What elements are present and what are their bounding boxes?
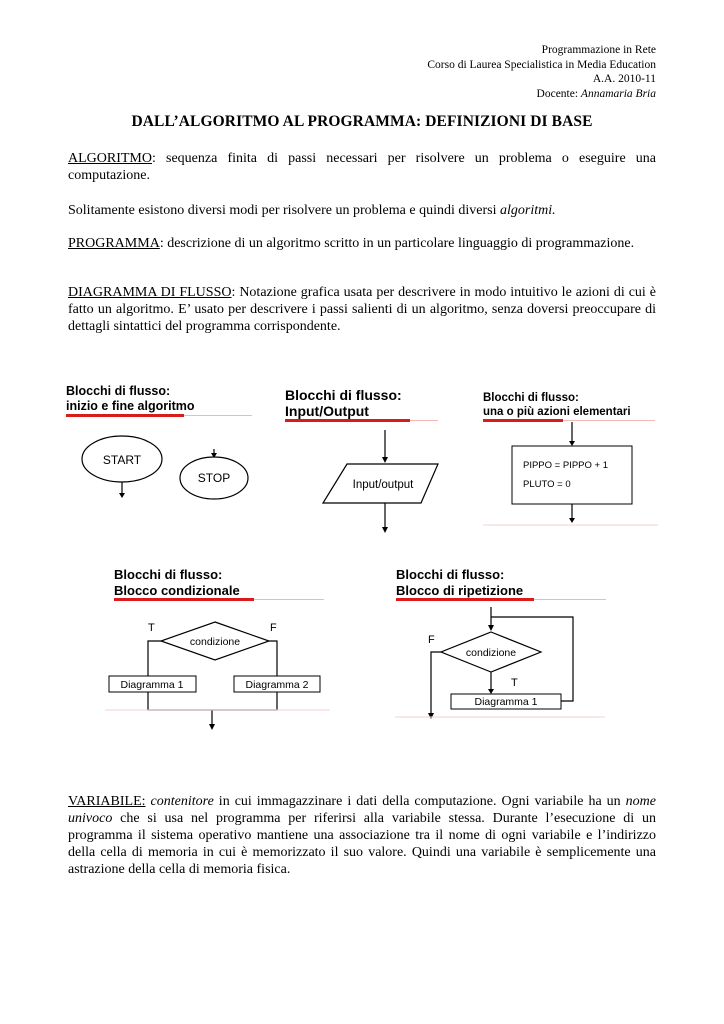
loop-false-label: F: [428, 634, 435, 646]
action-line-2: PLUTO = 0: [523, 479, 571, 490]
course-name: Programmazione in Rete: [541, 44, 656, 56]
block4-rule: [254, 599, 324, 600]
block4-title: Blocchi di flusso: Blocco condizionale: [114, 567, 240, 598]
block5-diagram: [395, 605, 605, 720]
block5-rule: [534, 599, 606, 600]
loop-exit-arrow-head: [428, 713, 434, 719]
io-arrow-in-head: [382, 457, 388, 463]
diagram2-label: Diagramma 2: [245, 679, 309, 691]
loop-diagram1-label: Diagramma 1: [474, 696, 538, 708]
diagram1-label: Diagramma 1: [120, 679, 184, 691]
block2-rule: [410, 420, 438, 421]
cond-false-label: F: [270, 622, 277, 634]
io-arrow-out-head: [382, 527, 388, 533]
action-box: [512, 446, 632, 504]
loop-cond-label: condizione: [465, 647, 517, 659]
loop-entry-arrow-head: [488, 625, 494, 631]
block3-diagram: [483, 420, 658, 530]
cond-merge-path: [148, 692, 277, 710]
action-arrow-in-head: [569, 441, 575, 446]
io-label: Input/output: [352, 479, 414, 491]
stop-label: STOP: [197, 471, 231, 485]
cond-true-label: T: [148, 622, 155, 634]
loop-true-label: T: [511, 677, 518, 689]
block3-title: Blocchi di flusso: una o più azioni elementari: [483, 392, 631, 418]
cond-out-arrow-head: [209, 724, 215, 730]
cond-true-path: [148, 641, 161, 676]
page-title: DALL’ALGORITMO AL PROGRAMMA: DEFINIZIONI DI BASE: [131, 113, 593, 130]
action-arrow-out-head: [569, 518, 575, 523]
block4-diagram: [105, 610, 330, 735]
block1-diagram: [80, 430, 260, 505]
action-line-1: PIPPO = PIPPO + 1: [523, 460, 609, 471]
start-label: START: [102, 453, 142, 467]
block1-rule: [184, 415, 252, 416]
paragraph-solitamente: Solitamente esistono diversi modi per risolvere un problema e quindi diversi algoritmi.: [68, 203, 556, 218]
definition-diagramma-di-flusso: DIAGRAMMA DI FLUSSO: Notazione grafica usata per descrivere in modo intuitivo le azioni di cui è fatto un algoritmo. E’ usato per descrivere i passi salienti di un algoritmo, senza doversi preoccupare di dettagli sintattici del programma corrispondente.: [68, 285, 656, 334]
block5-red-underline: [396, 598, 534, 601]
definition-variabile: VARIABILE: contenitore in cui immagazzinare i dati della computazione. Ogni variabile ha un nome univoco che si usa nel programma per riferirsi alla variabile stessa. Durante l’esecuzione di un programma il sistema operativo mantiene una associazione tra il nome di ogni variabile e l’indirizzo della cella di memoria in cui è memorizzato il suo valore. Quindi una variabile è semplicemente una astrazione della cella di memoria fisica.: [68, 794, 656, 877]
block1-title: Blocchi di flusso: inizio e fine algoritmo: [66, 384, 195, 413]
start-arrow-head: [119, 493, 125, 498]
loop-false-path: [431, 652, 441, 717]
degree-name: Corso di Laurea Specialistica in Media Education: [427, 58, 656, 71]
block4-red-underline: [114, 598, 254, 601]
cond-false-path: [269, 641, 277, 676]
definition-programma: PROGRAMMA: descrizione di un algoritmo scritto in un particolare linguaggio di programmazione.: [68, 236, 635, 251]
cond-label: condizione: [189, 636, 241, 648]
academic-year: A.A. 2010-11: [592, 73, 656, 85]
definition-algoritmo: ALGORITMO: sequenza finita di passi necessari per risolvere un problema o eseguire una computazione.: [68, 151, 656, 183]
block2-diagram: [315, 425, 455, 540]
block1-red-underline: [66, 414, 184, 417]
document-header: [427, 43, 656, 101]
block5-title: Blocchi di flusso: Blocco di ripetizione: [396, 567, 524, 598]
block2-red-underline: [285, 419, 410, 422]
teacher: Docente: Annamaria Bria: [536, 87, 656, 100]
loop-true-arrow-head: [488, 689, 494, 694]
block2-title: Blocchi di flusso: Input/Output: [285, 387, 402, 419]
